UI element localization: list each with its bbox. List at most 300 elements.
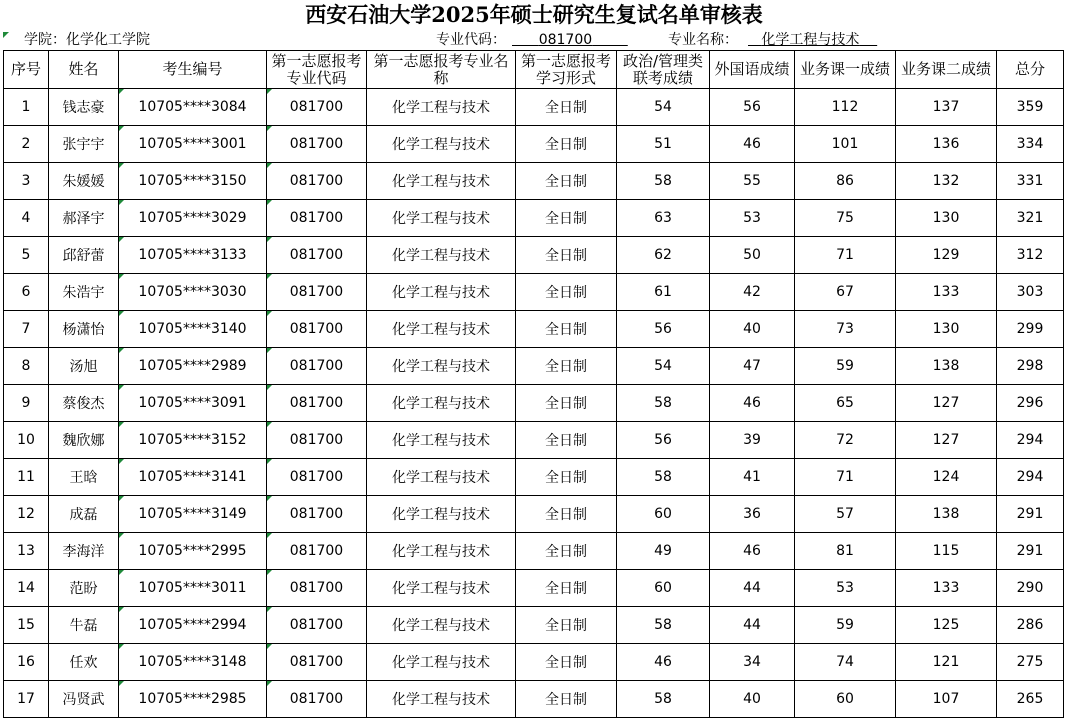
cell-major-code[interactable] xyxy=(267,644,367,681)
cell-course2-text: 133 xyxy=(932,580,960,596)
cell-exam-id[interactable] xyxy=(119,311,267,348)
cell-name[interactable] xyxy=(49,385,119,422)
cell-major-code-text: 081700 xyxy=(289,506,344,522)
cell-seq[interactable] xyxy=(4,607,49,644)
cell-course1-text: 112 xyxy=(831,99,859,115)
cell-seq-text: 7 xyxy=(21,321,31,337)
cell-total[interactable] xyxy=(997,533,1064,570)
header-name[interactable]: 姓名 xyxy=(49,51,119,89)
cell-major-code-text: 081700 xyxy=(289,247,344,263)
cell-study-form-text: 全日制 xyxy=(545,655,587,671)
cell-name[interactable] xyxy=(49,348,119,385)
cell-total[interactable] xyxy=(997,459,1064,496)
cell-course2[interactable] xyxy=(896,163,997,200)
cell-total[interactable] xyxy=(997,274,1064,311)
cell-course1[interactable] xyxy=(795,163,896,200)
cell-major-code[interactable] xyxy=(267,348,367,385)
cell-name[interactable] xyxy=(49,89,119,126)
cell-name[interactable] xyxy=(49,274,119,311)
cell-marker-icon xyxy=(267,496,272,501)
cell-politics-text: 58 xyxy=(654,617,672,633)
cell-marker-icon xyxy=(267,237,272,242)
cell-foreign[interactable] xyxy=(710,237,795,274)
cell-seq[interactable] xyxy=(4,496,49,533)
cell-course1[interactable] xyxy=(795,348,896,385)
cell-exam-id-text: 10705****3148 xyxy=(138,654,247,670)
cell-politics[interactable] xyxy=(617,311,710,348)
major-code-label: 专业代码： xyxy=(436,32,506,48)
cell-politics[interactable] xyxy=(617,422,710,459)
cell-foreign[interactable] xyxy=(710,607,795,644)
cell-politics-text: 51 xyxy=(654,136,672,152)
cell-exam-id[interactable] xyxy=(119,200,267,237)
cell-name[interactable] xyxy=(49,163,119,200)
cell-course1[interactable] xyxy=(795,311,896,348)
cell-major-code[interactable] xyxy=(267,681,367,718)
cell-politics[interactable] xyxy=(617,570,710,607)
cell-foreign[interactable] xyxy=(710,311,795,348)
cell-foreign[interactable] xyxy=(710,126,795,163)
cell-major-name[interactable] xyxy=(367,607,516,644)
cell-course2[interactable] xyxy=(896,200,997,237)
cell-course1[interactable] xyxy=(795,644,896,681)
cell-foreign-text: 46 xyxy=(743,395,761,411)
cell-study-form[interactable] xyxy=(516,644,617,681)
cell-exam-id[interactable] xyxy=(119,237,267,274)
cell-total-text: 294 xyxy=(1016,432,1044,448)
cell-exam-id[interactable] xyxy=(119,385,267,422)
cell-exam-id-text: 10705****2994 xyxy=(138,617,247,633)
cell-politics-text: 54 xyxy=(654,99,672,115)
cell-exam-id[interactable] xyxy=(119,422,267,459)
cell-foreign[interactable] xyxy=(710,681,795,718)
cell-politics[interactable] xyxy=(617,681,710,718)
cell-marker-icon xyxy=(3,32,9,38)
cell-name[interactable] xyxy=(49,607,119,644)
cell-study-form-text: 全日制 xyxy=(545,618,587,634)
major-name-value: 化学工程与技术 xyxy=(761,32,860,48)
cell-course2[interactable] xyxy=(896,570,997,607)
table-row xyxy=(4,607,1064,644)
header-study-form[interactable]: 第一志愿报考学习形式 xyxy=(516,51,617,89)
cell-exam-id[interactable] xyxy=(119,681,267,718)
cell-major-code-text: 081700 xyxy=(289,469,344,485)
cell-total-text: 298 xyxy=(1016,358,1044,374)
cell-total-text: 290 xyxy=(1016,580,1044,596)
cell-seq[interactable] xyxy=(4,644,49,681)
cell-seq[interactable] xyxy=(4,570,49,607)
cell-exam-id-text: 10705****3091 xyxy=(138,395,247,411)
cell-marker-icon xyxy=(267,311,272,316)
cell-foreign-text: 53 xyxy=(743,210,761,226)
cell-study-form[interactable] xyxy=(516,385,617,422)
cell-marker-icon xyxy=(119,163,124,168)
cell-course2[interactable] xyxy=(896,274,997,311)
cell-exam-id-text: 10705****2995 xyxy=(138,543,247,559)
cell-seq[interactable] xyxy=(4,274,49,311)
cell-politics-text: 63 xyxy=(654,210,672,226)
cell-marker-icon xyxy=(267,422,272,427)
cell-politics-text: 58 xyxy=(654,395,672,411)
cell-name[interactable] xyxy=(49,681,119,718)
cell-major-code[interactable] xyxy=(267,126,367,163)
cell-study-form[interactable] xyxy=(516,533,617,570)
cell-exam-id-text: 10705****3029 xyxy=(138,210,247,226)
cell-major-code[interactable] xyxy=(267,237,367,274)
cell-foreign[interactable] xyxy=(710,459,795,496)
header-course2[interactable]: 业务课二成绩 xyxy=(896,51,997,89)
cell-exam-id[interactable] xyxy=(119,607,267,644)
cell-study-form[interactable] xyxy=(516,89,617,126)
cell-politics[interactable] xyxy=(617,385,710,422)
cell-marker-icon xyxy=(119,89,124,94)
major-name-label: 专业名称： xyxy=(668,32,738,48)
cell-foreign-text: 34 xyxy=(743,654,761,670)
cell-total-text: 321 xyxy=(1016,210,1044,226)
cell-total-text: 303 xyxy=(1016,284,1044,300)
cell-foreign-text: 42 xyxy=(743,284,761,300)
cell-course1[interactable] xyxy=(795,89,896,126)
cell-major-code-text: 081700 xyxy=(289,136,344,152)
cell-study-form[interactable] xyxy=(516,163,617,200)
cell-name[interactable] xyxy=(49,126,119,163)
cell-seq[interactable] xyxy=(4,311,49,348)
cell-course2[interactable] xyxy=(896,459,997,496)
cell-foreign[interactable] xyxy=(710,422,795,459)
cell-study-form[interactable] xyxy=(516,422,617,459)
cell-name[interactable] xyxy=(49,311,119,348)
cell-major-code[interactable] xyxy=(267,607,367,644)
cell-exam-id[interactable] xyxy=(119,348,267,385)
cell-foreign[interactable] xyxy=(710,533,795,570)
header-major-name[interactable]: 第一志愿报考专业名称 xyxy=(367,51,516,89)
table-row xyxy=(4,459,1064,496)
cell-politics-text: 58 xyxy=(654,691,672,707)
cell-course1-text: 72 xyxy=(836,432,854,448)
cell-course1-text: 71 xyxy=(836,469,854,485)
cell-politics[interactable] xyxy=(617,89,710,126)
cell-exam-id[interactable] xyxy=(119,163,267,200)
cell-major-code[interactable] xyxy=(267,496,367,533)
cell-total[interactable] xyxy=(997,385,1064,422)
cell-total-text: 291 xyxy=(1016,506,1044,522)
cell-course2[interactable] xyxy=(896,385,997,422)
cell-course1[interactable] xyxy=(795,496,896,533)
cell-seq[interactable] xyxy=(4,533,49,570)
header-seq[interactable]: 序号 xyxy=(4,51,49,89)
cell-politics[interactable] xyxy=(617,348,710,385)
cell-course1[interactable] xyxy=(795,237,896,274)
cell-major-code[interactable] xyxy=(267,533,367,570)
cell-major-code[interactable] xyxy=(267,385,367,422)
cell-total-text: 299 xyxy=(1016,321,1044,337)
cell-course1-text: 57 xyxy=(836,506,854,522)
cell-foreign[interactable] xyxy=(710,274,795,311)
cell-study-form[interactable] xyxy=(516,237,617,274)
header-foreign[interactable]: 外国语成绩 xyxy=(710,51,795,89)
cell-marker-icon xyxy=(267,681,272,686)
cell-major-code[interactable] xyxy=(267,89,367,126)
cell-course2[interactable] xyxy=(896,89,997,126)
cell-course2[interactable] xyxy=(896,496,997,533)
cell-course1[interactable] xyxy=(795,385,896,422)
major-code-value: 081700 xyxy=(538,32,593,48)
cell-total[interactable] xyxy=(997,348,1064,385)
cell-major-name[interactable] xyxy=(367,348,516,385)
header-major-code[interactable]: 第一志愿报考专业代码 xyxy=(267,51,367,89)
cell-politics[interactable] xyxy=(617,533,710,570)
cell-foreign-text: 41 xyxy=(743,469,761,485)
cell-study-form[interactable] xyxy=(516,200,617,237)
cell-study-form[interactable] xyxy=(516,126,617,163)
cell-name[interactable] xyxy=(49,570,119,607)
cell-major-code[interactable] xyxy=(267,459,367,496)
cell-name[interactable] xyxy=(49,533,119,570)
cell-major-code[interactable] xyxy=(267,163,367,200)
cell-name[interactable] xyxy=(49,200,119,237)
cell-study-form[interactable] xyxy=(516,311,617,348)
cell-exam-id[interactable] xyxy=(119,126,267,163)
cell-course1[interactable] xyxy=(795,607,896,644)
cell-seq[interactable] xyxy=(4,422,49,459)
cell-politics-text: 61 xyxy=(654,284,672,300)
cell-course1[interactable] xyxy=(795,459,896,496)
table-row xyxy=(4,570,1064,607)
cell-seq[interactable] xyxy=(4,681,49,718)
cell-seq-text: 5 xyxy=(21,247,31,263)
cell-politics-text: 56 xyxy=(654,321,672,337)
cell-study-form-text: 全日制 xyxy=(545,470,587,486)
cell-name[interactable] xyxy=(49,237,119,274)
cell-major-name[interactable] xyxy=(367,644,516,681)
cell-politics[interactable] xyxy=(617,126,710,163)
cell-course2[interactable] xyxy=(896,348,997,385)
cell-name[interactable] xyxy=(49,422,119,459)
cell-marker-icon xyxy=(119,348,124,353)
cell-major-name[interactable] xyxy=(367,422,516,459)
cell-seq-text: 14 xyxy=(17,580,35,596)
cell-study-form[interactable] xyxy=(516,570,617,607)
cell-study-form-text: 全日制 xyxy=(545,137,587,153)
header-politics[interactable]: 政治/管理类联考成绩 xyxy=(617,51,710,89)
cell-course2[interactable] xyxy=(896,681,997,718)
cell-course1[interactable] xyxy=(795,274,896,311)
cell-major-code-text: 081700 xyxy=(289,432,344,448)
cell-course1[interactable] xyxy=(795,126,896,163)
cell-course1[interactable] xyxy=(795,533,896,570)
cell-course1[interactable] xyxy=(795,200,896,237)
cell-total-text: 291 xyxy=(1016,543,1044,559)
cell-exam-id[interactable] xyxy=(119,496,267,533)
cell-course1-text: 73 xyxy=(836,321,854,337)
cell-seq[interactable] xyxy=(4,200,49,237)
cell-seq[interactable] xyxy=(4,89,49,126)
cell-politics[interactable] xyxy=(617,200,710,237)
cell-name[interactable] xyxy=(49,496,119,533)
cell-major-code[interactable] xyxy=(267,570,367,607)
cell-major-code[interactable] xyxy=(267,422,367,459)
cell-major-name-text: 化学工程与技术 xyxy=(392,248,490,264)
cell-exam-id[interactable] xyxy=(119,533,267,570)
cell-total-text: 265 xyxy=(1016,691,1044,707)
cell-exam-id[interactable] xyxy=(119,274,267,311)
cell-seq[interactable] xyxy=(4,163,49,200)
cell-exam-id[interactable] xyxy=(119,89,267,126)
cell-course2[interactable] xyxy=(896,311,997,348)
cell-study-form[interactable] xyxy=(516,681,617,718)
cell-course2[interactable] xyxy=(896,422,997,459)
cell-study-form-text: 全日制 xyxy=(545,359,587,375)
cell-foreign[interactable] xyxy=(710,570,795,607)
cell-major-name[interactable] xyxy=(367,274,516,311)
cell-major-name-text: 化学工程与技术 xyxy=(392,396,490,412)
cell-total[interactable] xyxy=(997,200,1064,237)
cell-major-name[interactable] xyxy=(367,533,516,570)
cell-major-name[interactable] xyxy=(367,200,516,237)
cell-study-form[interactable] xyxy=(516,459,617,496)
cell-exam-id-text: 10705****3030 xyxy=(138,284,247,300)
cell-study-form[interactable] xyxy=(516,607,617,644)
cell-seq[interactable] xyxy=(4,459,49,496)
cell-course1-text: 53 xyxy=(836,580,854,596)
cell-politics[interactable] xyxy=(617,607,710,644)
cell-total-text: 275 xyxy=(1016,654,1044,670)
cell-foreign-text: 39 xyxy=(743,432,761,448)
cell-major-name[interactable] xyxy=(367,89,516,126)
cell-total[interactable] xyxy=(997,163,1064,200)
cell-total[interactable] xyxy=(997,422,1064,459)
cell-total[interactable] xyxy=(997,237,1064,274)
cell-name-text: 冯贤武 xyxy=(62,692,105,708)
cell-seq[interactable] xyxy=(4,385,49,422)
cell-marker-icon xyxy=(119,237,124,242)
cell-seq-text: 8 xyxy=(21,358,31,374)
cell-major-name[interactable] xyxy=(367,311,516,348)
cell-name-text: 范盼 xyxy=(69,581,98,597)
cell-name-text: 李海洋 xyxy=(62,544,105,560)
header-total[interactable]: 总分 xyxy=(997,51,1064,89)
cell-name[interactable] xyxy=(49,459,119,496)
cell-major-code-text: 081700 xyxy=(289,321,344,337)
cell-total[interactable] xyxy=(997,126,1064,163)
cell-major-code[interactable] xyxy=(267,311,367,348)
cell-major-code[interactable] xyxy=(267,274,367,311)
cell-study-form[interactable] xyxy=(516,348,617,385)
cell-exam-id[interactable] xyxy=(119,459,267,496)
cell-total-text: 312 xyxy=(1016,247,1044,263)
cell-politics-text: 58 xyxy=(654,469,672,485)
cell-exam-id-text: 10705****3152 xyxy=(138,432,247,448)
cell-foreign[interactable] xyxy=(710,163,795,200)
cell-study-form[interactable] xyxy=(516,496,617,533)
cell-marker-icon xyxy=(267,274,272,279)
cell-foreign-text: 44 xyxy=(743,617,761,633)
cell-total[interactable] xyxy=(997,496,1064,533)
cell-major-name[interactable] xyxy=(367,496,516,533)
cell-politics[interactable] xyxy=(617,163,710,200)
cell-marker-icon xyxy=(267,126,272,131)
cell-major-name-text: 化学工程与技术 xyxy=(392,359,490,375)
cell-politics[interactable] xyxy=(617,644,710,681)
cell-total[interactable] xyxy=(997,570,1064,607)
cell-foreign[interactable] xyxy=(710,89,795,126)
cell-course2[interactable] xyxy=(896,237,997,274)
cell-total[interactable] xyxy=(997,311,1064,348)
cell-politics[interactable] xyxy=(617,237,710,274)
cell-foreign[interactable] xyxy=(710,644,795,681)
cell-foreign[interactable] xyxy=(710,385,795,422)
cell-course2-text: 132 xyxy=(932,173,960,189)
cell-major-name[interactable] xyxy=(367,126,516,163)
cell-course2[interactable] xyxy=(896,607,997,644)
table-row xyxy=(4,348,1064,385)
cell-total[interactable] xyxy=(997,89,1064,126)
cell-major-name-text: 化学工程与技术 xyxy=(392,174,490,190)
cell-foreign[interactable] xyxy=(710,200,795,237)
cell-course2[interactable] xyxy=(896,644,997,681)
cell-foreign-text: 50 xyxy=(743,247,761,263)
cell-major-name[interactable] xyxy=(367,385,516,422)
cell-major-name-text: 化学工程与技术 xyxy=(392,692,490,708)
cell-exam-id[interactable] xyxy=(119,570,267,607)
cell-course1-text: 59 xyxy=(836,617,854,633)
cell-major-name-text: 化学工程与技术 xyxy=(392,581,490,597)
cell-name[interactable] xyxy=(49,644,119,681)
cell-major-name-text: 化学工程与技术 xyxy=(392,544,490,560)
cell-course1[interactable] xyxy=(795,570,896,607)
cell-course2-text: 121 xyxy=(932,654,960,670)
cell-marker-icon xyxy=(267,607,272,612)
cell-course2[interactable] xyxy=(896,533,997,570)
cell-marker-icon xyxy=(119,570,124,575)
cell-politics-text: 58 xyxy=(654,173,672,189)
cell-major-name[interactable] xyxy=(367,163,516,200)
cell-name-text: 王晗 xyxy=(69,470,98,486)
cell-marker-icon xyxy=(119,607,124,612)
cell-major-code[interactable] xyxy=(267,200,367,237)
cell-major-name[interactable] xyxy=(367,459,516,496)
cell-seq-text: 10 xyxy=(17,432,35,448)
cell-seq[interactable] xyxy=(4,348,49,385)
header-course1[interactable]: 业务课一成绩 xyxy=(795,51,896,89)
cell-major-name[interactable] xyxy=(367,570,516,607)
cell-total[interactable] xyxy=(997,681,1064,718)
cell-politics[interactable] xyxy=(617,496,710,533)
cell-major-name[interactable] xyxy=(367,237,516,274)
cell-study-form[interactable] xyxy=(516,274,617,311)
cell-total-text: 334 xyxy=(1016,136,1044,152)
header-exam-id[interactable]: 考生编号 xyxy=(119,51,267,89)
cell-exam-id[interactable] xyxy=(119,644,267,681)
cell-seq[interactable] xyxy=(4,126,49,163)
cell-course1-text: 60 xyxy=(836,691,854,707)
cell-total-text: 286 xyxy=(1016,617,1044,633)
cell-foreign[interactable] xyxy=(710,496,795,533)
cell-politics[interactable] xyxy=(617,459,710,496)
cell-course1[interactable] xyxy=(795,681,896,718)
cell-total[interactable] xyxy=(997,644,1064,681)
table-row xyxy=(4,237,1064,274)
cell-course2-text: 125 xyxy=(932,617,960,633)
cell-foreign[interactable] xyxy=(710,348,795,385)
cell-total[interactable] xyxy=(997,607,1064,644)
cell-course1[interactable] xyxy=(795,422,896,459)
cell-course2[interactable] xyxy=(896,126,997,163)
cell-seq-text: 17 xyxy=(17,691,35,707)
cell-politics[interactable] xyxy=(617,274,710,311)
cell-seq[interactable] xyxy=(4,237,49,274)
cell-major-name[interactable] xyxy=(367,681,516,718)
